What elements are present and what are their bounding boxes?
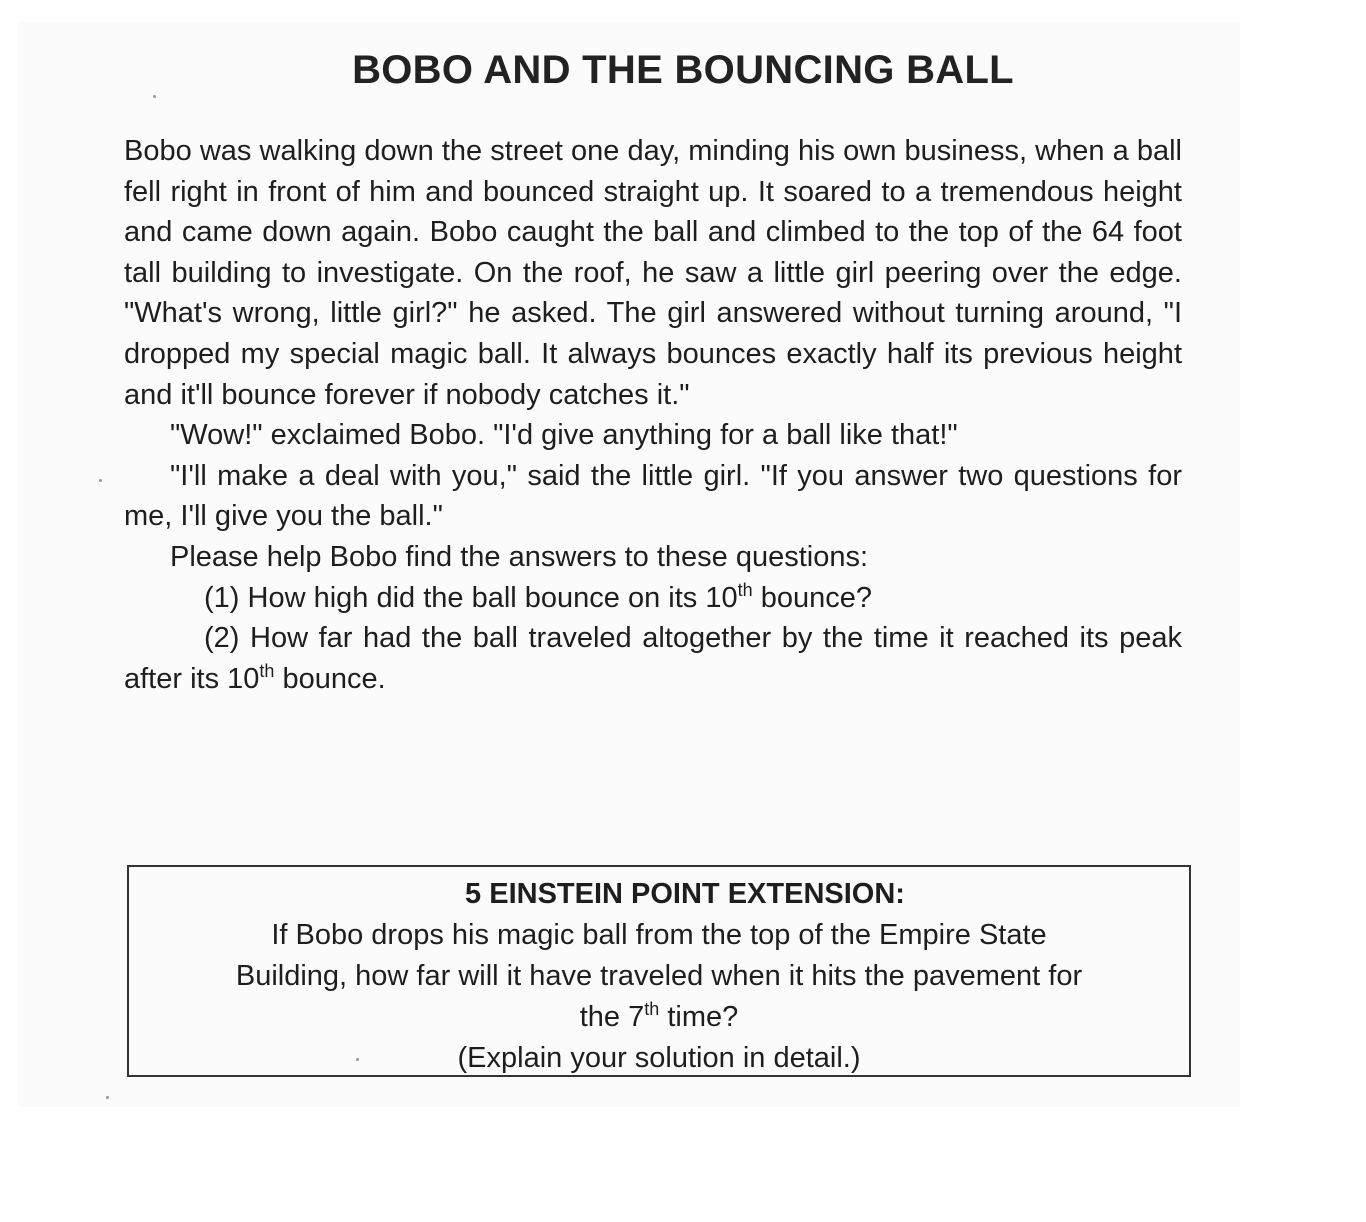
instruction-text: Please help Bobo find the answers to these questions:	[170, 540, 869, 573]
worksheet-title: BOBO AND THE BOUNCING BALL	[352, 48, 1014, 92]
question-1-text: (1) How high did the ball bounce on its 10	[204, 581, 738, 614]
extension-line-3-text: the 7	[579, 1001, 645, 1033]
question-2	[124, 618, 1182, 699]
extension-line-2: Building, how far will it have traveled when it hits the pavement for	[235, 960, 1083, 992]
scan-speck	[99, 479, 102, 482]
question-1-end: bounce?	[752, 581, 872, 614]
question-2-ordinal: th	[259, 660, 275, 681]
story-paragraph-3: "I'll make a deal with you," said the little girl. "If you answer two questions for me, I'll give you the ball."	[124, 459, 1182, 533]
question-2-text: (2) How far had the ball traveled altogether by the time it reached its peak after its 10	[124, 622, 1182, 695]
story-body	[124, 131, 1182, 699]
extension-ordinal: th	[644, 999, 660, 1019]
question-1	[124, 578, 1182, 619]
question-2-end: bounce.	[274, 662, 386, 695]
extension-line-3-end: time?	[659, 1001, 739, 1033]
scan-speck	[153, 95, 156, 98]
extension-heading: 5 EINSTEIN POINT EXTENSION:	[465, 878, 905, 910]
extension-note: (Explain your solution in detail.)	[457, 1042, 861, 1074]
story-paragraph-1: Bobo was walking down the street one day, minding his own business, when a ball fell right in front of him and bounced straight up. It soared to a tremendous height and came down again. Bobo caught the ball and climbed to the top of the 64 foot tall building to investigate. On the roof, he saw a little girl peering over the edge. "What's wrong, little girl?" he asked. The girl answered without turning around, "I dropped my special magic ball. It always bounces exactly half its previous height and it'll bounce forever if nobody catches it."	[124, 135, 1182, 411]
question-1-ordinal: th	[737, 579, 753, 600]
story-paragraph-2: "Wow!" exclaimed Bobo. "I'd give anything for a ball like that!"	[170, 419, 958, 452]
extension-box	[127, 865, 1191, 1077]
extension-line-1: If Bobo drops his magic ball from the top of the Empire State	[271, 919, 1047, 951]
extension-line-3	[129, 997, 1189, 1038]
scan-speck	[106, 1096, 109, 1099]
scan-speck	[356, 1058, 359, 1061]
